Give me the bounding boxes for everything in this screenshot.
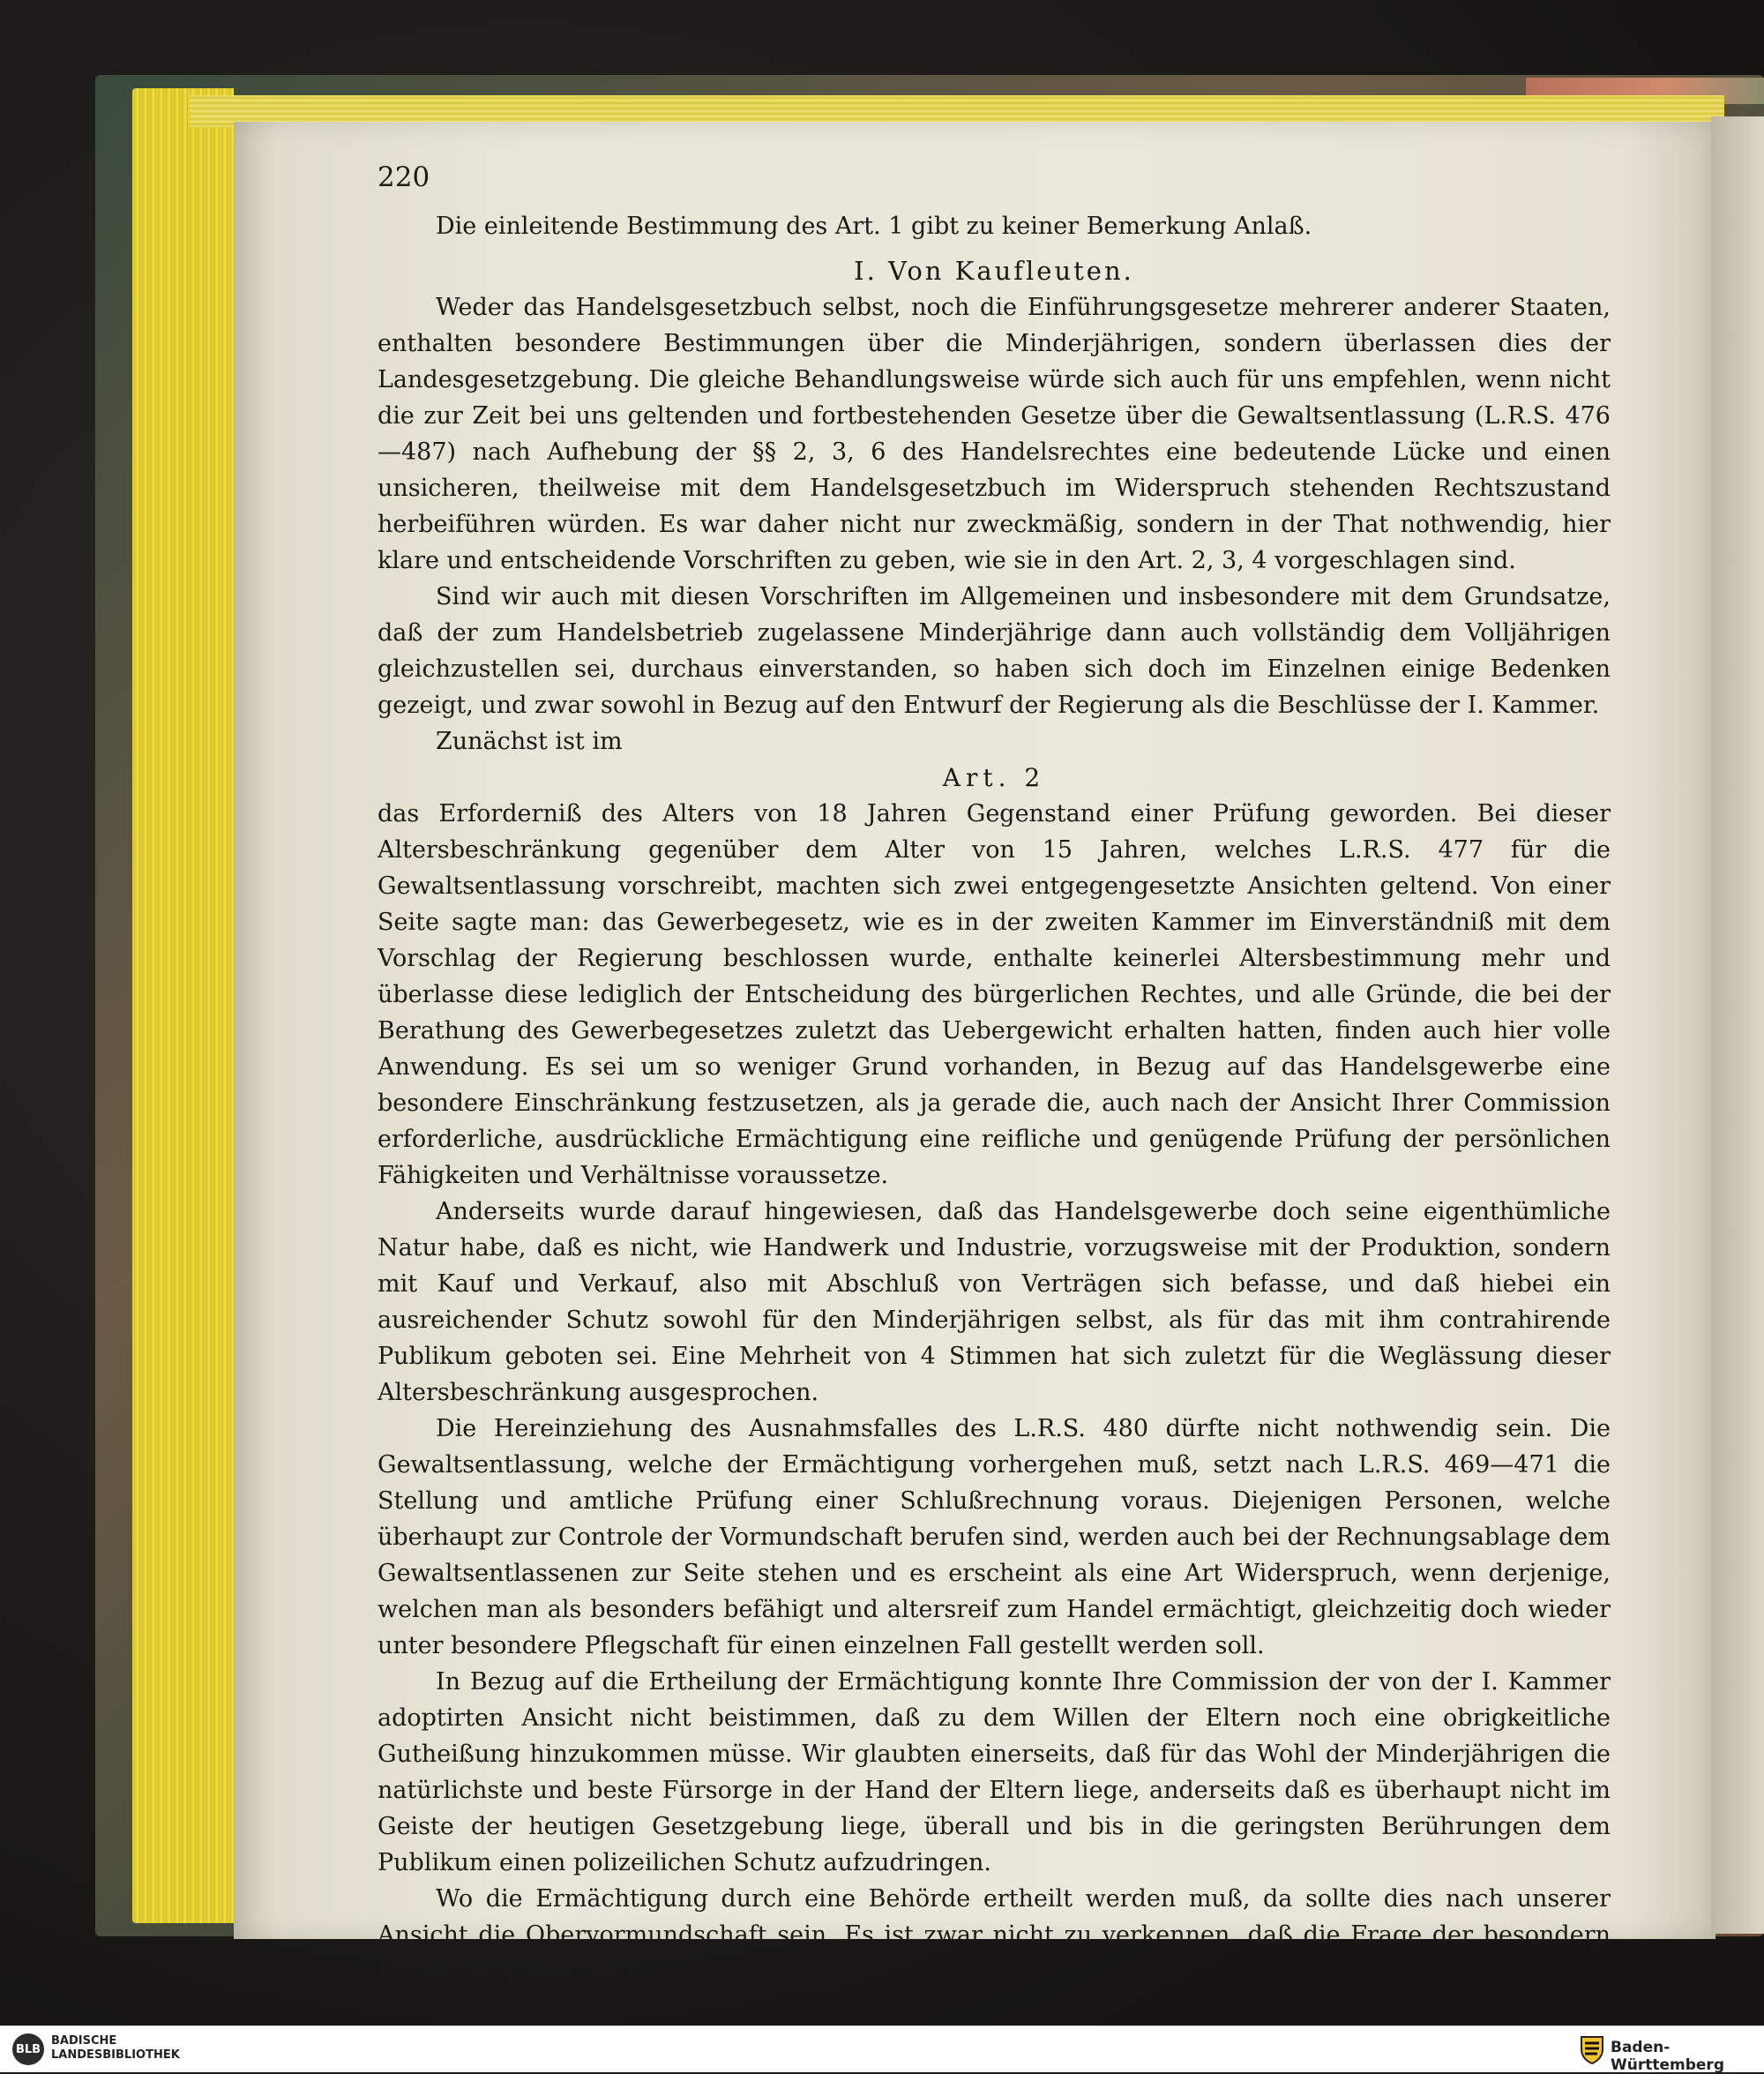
- paragraph-1: Weder das Handelsgesetzbuch selbst, noch die Einführungsgesetze mehrerer anderer Staaten, enthalten besondere Bestimmungen über die Minderjährigen, sondern überlassen dies der Landesgesetzgebung. Die gleiche Behandlungsweise würde sich auch für uns empfehlen, wenn nicht die zur Zeit bei uns geltenden und fortbestehenden Gesetze über die Gewaltsentlassung (L.R.S. 476—487) nach Aufhebung der §§ 2, 3, 6 des Handelsrechtes eine bedeutende Lücke und einen unsicheren, theilweise mit dem Handelsgesetzbuch im Widerspruch stehenden Rechtszustand herbeiführen würden. Es war daher nicht nur zweckmäßig, sondern in der That nothwendig, hier klare und entscheidende Vorschriften zu geben, wie sie in den Art. 2, 3, 4 vorgeschlagen sind.: [377, 294, 1611, 574]
- blb-logo-icon[interactable]: BLB: [12, 2033, 44, 2065]
- intro-line: Die einleitende Bestimmung des Art. 1 gibt zu keiner Bemerkung Anlaß.: [436, 213, 1312, 240]
- library-name-line2: LANDESBIBLIOTHEK: [51, 2048, 180, 2062]
- paragraph-6: Die Hereinziehung des Ausnahmsfalles des L.R.S. 480 dürfte nicht nothwendig sein. Die Gewaltsentlassung, welche der Ermächtigung vorhergehen muß, setzt nach L.R.S. 469—471 die Stellung und amtliche Prüfung einer Schlußrechnung voraus. Diejenigen Personen, welche überhaupt zur Controle der Vormundschaft berufen sind, werden auch bei der Rechnungsablage dem Gewaltsentlassenen zur Seite stehen und es erscheint als eine Art Widerspruch, wenn derjenige, welchen man als besonders befähigt und altersreif zum Handel ermächtigt, gleichzeitig doch wieder unter besondere Pflegschaft für einen einzelnen Fall gestellt werden soll.: [377, 1415, 1611, 1659]
- paragraph-3: Zunächst ist im: [436, 728, 623, 755]
- coat-of-arms-icon[interactable]: [1579, 2035, 1605, 2065]
- page-edges: [132, 88, 234, 1923]
- state-name[interactable]: Baden-Württemberg: [1611, 2039, 1724, 2074]
- section-heading: I. Von Kaufleuten.: [854, 256, 1134, 286]
- paragraph-8: Wo die Ermächtigung durch eine Behörde ertheilt werden muß, da sollte dies nach unserer Ansicht die Obervormundschaft sein. Es ist zwar nicht zu verkennen, daß die Frage der besondern Befähigung zum Han-: [377, 1885, 1611, 1985]
- library-name-line1: BADISCHE: [51, 2034, 117, 2048]
- page-text: [377, 155, 1611, 1989]
- paragraph-2: Sind wir auch mit diesen Vorschriften im Allgemeinen und insbesondere mit dem Grundsatze, daß der zum Handelsbetrieb zugelassene Minderjährige dann auch vollständig dem Volljährigen gleichzustellen sei, durchaus einverstanden, so haben sich doch im Einzelnen einige Bedenken gezeigt, und zwar sowohl in Bezug auf den Entwurf der Regierung als die Beschlüsse der I. Kammer.: [377, 583, 1611, 719]
- article-heading: Art. 2: [942, 763, 1046, 792]
- library-name[interactable]: [51, 2034, 180, 2063]
- paragraph-5: Anderseits wurde darauf hingewiesen, daß das Handelsgewerbe doch seine eigenthümliche Natur habe, daß es nicht, wie Handwerk und Industrie, vorzugsweise mit der Produktion, sondern mit Kauf und Verkauf, also mit Abschluß von Verträgen sich befasse, und daß hiebei ein ausreichender Schutz sowohl für den Minderjährigen selbst, als für das mit ihm contrahirende Publikum geboten sei. Eine Mehrheit von 4 Stimmen hat sich zuletzt für die Weglässung dieser Altersbeschränkung ausgesprochen.: [377, 1198, 1611, 1406]
- page-number: 220: [377, 161, 430, 193]
- paragraph-4: das Erforderniß des Alters von 18 Jahren Gegenstand einer Prüfung geworden. Bei dieser Altersbeschränkung gegenüber dem Alter von 15 Jahren, welches L.R.S. 477 für die Gewaltsentlassung vorschreibt, machten sich zwei entgegengesetzte Ansichten geltend. Von einer Seite sagte man: das Gewerbegesetz, wie es in der zweiten Kammer im Einverständniß mit dem Vorschlag der Regierung beschlossen wurde, enthalte keinerlei Altersbestimmung mehr und überlasse diese lediglich der Entscheidung des bürgerlichen Rechtes, und alle Gründe, die bei der Berathung des Gewerbegesetzes zuletzt das Uebergewicht erhalten hatten, finden auch hier volle Anwendung. Es sei um so weniger Grund vorhanden, in Bezug auf das Handelsgewerbe eine besondere Einschränkung festzusetzen, als ja gerade die, auch nach der Ansicht Ihrer Commission erforderliche, ausdrückliche Ermächtigung eine reifliche und genügende Prüfung der persönlichen Fähigkeiten und Verhältnisse voraussetze.: [377, 800, 1611, 1189]
- paragraph-7: In Bezug auf die Ertheilung der Ermächtigung konnte Ihre Commission der von der I. Kammer adoptirten Ansicht nicht beistimmen, daß zu dem Willen der Eltern noch eine obrigkeitliche Gutheißung hinzukommen müsse. Wir glaubten einerseits, daß für das Wohl der Minderjährigen die natürlichste und beste Fürsorge in der Hand der Eltern liege, anderseits daß es überhaupt nicht im Geiste der heutigen Gesetzgebung liege, überall und bis in die geringsten Berührungen dem Publikum einen polizeilichen Schutz aufzudringen.: [377, 1668, 1611, 1876]
- viewer-footer: [0, 2025, 1764, 2072]
- facing-page-edge: [1711, 116, 1764, 1934]
